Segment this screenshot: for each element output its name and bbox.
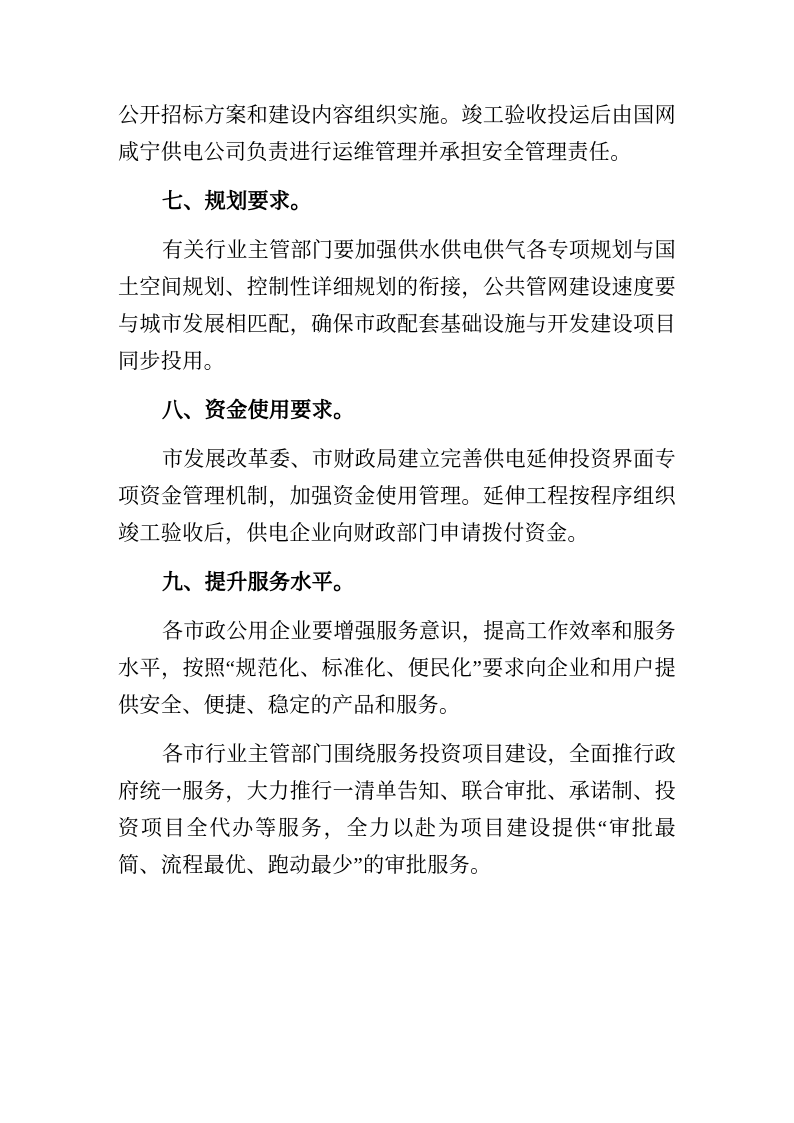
paragraph: 有关行业主管部门要加强供水供电供气各专项规划与国土空间规划、控制性详细规划的衔接，公共管网建设速度要与城市发展相匹配，确保市政配套基础设施与开发建设项目同步投用。 bbox=[118, 238, 676, 373]
section-heading: 七、规划要求。 bbox=[162, 190, 312, 213]
paragraph: 市发展改革委、市财政局建立完善供电延伸投资界面专项资金管理机制，加强资金使用管理。延伸工程按程序组织竣工验收后，供电企业向财政部门申请拨付资金。 bbox=[118, 447, 676, 545]
paragraph: 各市政公用企业要增强服务意识，提高工作效率和服务水平，按照“规范化、标准化、便民化”要求向企业和用户提供安全、便捷、稳定的产品和服务。 bbox=[118, 619, 676, 717]
paragraph: 公开招标方案和建设内容组织实施。竣工验收投运后由国网咸宁供电公司负责进行运维管理并承担安全管理责任。 bbox=[118, 103, 676, 164]
paragraph: 各市行业主管部门围绕服务投资项目建设，全面推行政府统一服务，大力推行一清单告知、联合审批、承诺制、投资项目全代办等服务，全力以赴为项目建设提供“审批最简、流程最优、跑动最少”的审批服务。 bbox=[118, 742, 676, 877]
section-heading: 九、提升服务水平。 bbox=[162, 571, 355, 594]
section-heading: 八、资金使用要求。 bbox=[162, 399, 355, 422]
document-body bbox=[118, 97, 676, 884]
